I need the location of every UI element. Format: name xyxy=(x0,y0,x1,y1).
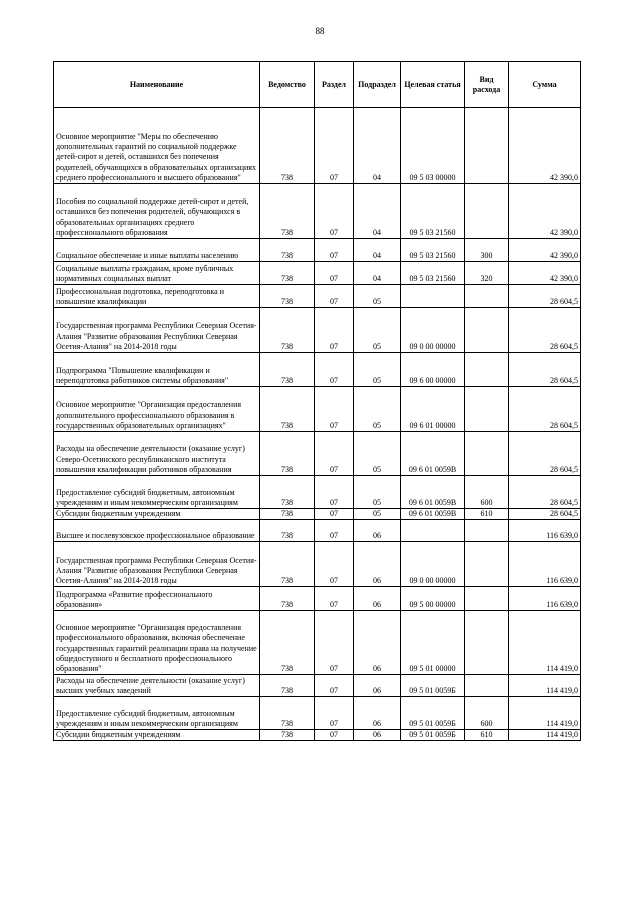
cell-amount: 42 390,0 xyxy=(509,184,581,239)
cell-amount: 116 639,0 xyxy=(509,520,581,542)
cell-section: 07 xyxy=(315,697,354,730)
cell-dept: 738 xyxy=(260,611,315,675)
cell-name: Высшее и послевузовское профессиональное образование xyxy=(54,520,260,542)
cell-expense-type xyxy=(465,675,509,697)
cell-subsection: 04 xyxy=(354,108,401,184)
cell-amount: 28 604,5 xyxy=(509,353,581,387)
cell-amount: 116 639,0 xyxy=(509,542,581,587)
cell-expense-type: 610 xyxy=(465,509,509,520)
table-row xyxy=(54,697,581,730)
cell-section: 07 xyxy=(315,285,354,308)
header-amount: Сумма xyxy=(509,62,581,108)
table-row xyxy=(54,108,581,184)
cell-target: 09 5 01 0059Б xyxy=(401,697,465,730)
cell-section: 07 xyxy=(315,542,354,587)
table-row xyxy=(54,675,581,697)
cell-dept: 738 xyxy=(260,262,315,285)
cell-target xyxy=(401,520,465,542)
cell-section: 07 xyxy=(315,476,354,509)
budget-table xyxy=(53,61,581,741)
cell-name: Подпрограмма «Развитие профессионального образования» xyxy=(54,587,260,611)
cell-name: Социальное обеспечение и иные выплаты населению xyxy=(54,239,260,262)
cell-amount: 42 390,0 xyxy=(509,239,581,262)
cell-amount: 28 604,5 xyxy=(509,285,581,308)
cell-name: Субсидии бюджетным учреждениям xyxy=(54,509,260,520)
cell-target xyxy=(401,285,465,308)
cell-name: Пособия по социальной поддержке детей-сирот и детей, оставшихся без попечения родителей, обучающихся в образовательных организациях среднего профессионального образования xyxy=(54,184,260,239)
cell-expense-type: 600 xyxy=(465,476,509,509)
cell-name: Государственная программа Республики Северная Осетия-Алания "Развитие образования Республики Северная Осетия-Алания" на 2014-2018 годы xyxy=(54,542,260,587)
cell-target: 09 6 00 00000 xyxy=(401,353,465,387)
cell-name: Предоставление субсидий бюджетным, автономным учреждениям и иным некоммерческим организациям xyxy=(54,476,260,509)
cell-dept: 738 xyxy=(260,697,315,730)
table-row xyxy=(54,308,581,353)
cell-expense-type xyxy=(465,611,509,675)
cell-subsection: 04 xyxy=(354,239,401,262)
cell-section: 07 xyxy=(315,262,354,285)
cell-amount: 114 419,0 xyxy=(509,697,581,730)
cell-subsection: 05 xyxy=(354,509,401,520)
table-row xyxy=(54,520,581,542)
cell-section: 07 xyxy=(315,675,354,697)
table-row xyxy=(54,184,581,239)
header-section: Раздел xyxy=(315,62,354,108)
cell-dept: 738 xyxy=(260,308,315,353)
cell-expense-type xyxy=(465,587,509,611)
cell-dept: 738 xyxy=(260,353,315,387)
cell-target: 09 5 03 21560 xyxy=(401,184,465,239)
table-row xyxy=(54,542,581,587)
cell-dept: 738 xyxy=(260,509,315,520)
cell-section: 07 xyxy=(315,509,354,520)
table-row xyxy=(54,239,581,262)
cell-dept: 738 xyxy=(260,387,315,432)
table-row xyxy=(54,387,581,432)
cell-section: 07 xyxy=(315,239,354,262)
table-row xyxy=(54,432,581,476)
table-row xyxy=(54,587,581,611)
cell-target: 09 0 00 00000 xyxy=(401,542,465,587)
cell-subsection: 05 xyxy=(354,308,401,353)
cell-expense-type: 320 xyxy=(465,262,509,285)
cell-subsection: 04 xyxy=(354,262,401,285)
cell-subsection: 06 xyxy=(354,611,401,675)
cell-subsection: 06 xyxy=(354,520,401,542)
cell-section: 07 xyxy=(315,432,354,476)
cell-amount: 28 604,5 xyxy=(509,509,581,520)
cell-subsection: 06 xyxy=(354,730,401,741)
cell-section: 07 xyxy=(315,730,354,741)
header-dept: Ведомство xyxy=(260,62,315,108)
table-row xyxy=(54,730,581,741)
table-row xyxy=(54,353,581,387)
cell-expense-type: 300 xyxy=(465,239,509,262)
cell-target: 09 5 03 21560 xyxy=(401,262,465,285)
cell-target: 09 5 01 0059Б xyxy=(401,730,465,741)
cell-expense-type xyxy=(465,542,509,587)
cell-target: 09 5 00 00000 xyxy=(401,587,465,611)
cell-target: 09 6 01 00000 xyxy=(401,387,465,432)
cell-section: 07 xyxy=(315,353,354,387)
cell-name: Расходы на обеспечение деятельности (оказание услуг) высших учебных заведений xyxy=(54,675,260,697)
cell-subsection: 05 xyxy=(354,432,401,476)
cell-name: Государственная программа Республики Северная Осетия-Алания "Развитие образования Республики Северная Осетия-Алания" на 2014-2018 годы xyxy=(54,308,260,353)
table-row xyxy=(54,509,581,520)
cell-name: Расходы на обеспечение деятельности (оказание услуг) Северо-Осетинского республиканского института повышения квалификации работников образования xyxy=(54,432,260,476)
cell-target: 09 0 00 00000 xyxy=(401,308,465,353)
cell-amount: 42 390,0 xyxy=(509,262,581,285)
cell-target: 09 6 01 0059В xyxy=(401,432,465,476)
cell-name: Основное мероприятие "Организация предоставления дополнительного профессионального образования в государственных образовательных организациях" xyxy=(54,387,260,432)
cell-dept: 738 xyxy=(260,432,315,476)
cell-target: 09 6 01 0059В xyxy=(401,509,465,520)
cell-subsection: 05 xyxy=(354,285,401,308)
cell-dept: 738 xyxy=(260,587,315,611)
table-row xyxy=(54,476,581,509)
cell-section: 07 xyxy=(315,308,354,353)
page-number: 88 xyxy=(315,26,325,36)
cell-subsection: 06 xyxy=(354,542,401,587)
cell-dept: 738 xyxy=(260,184,315,239)
cell-subsection: 06 xyxy=(354,587,401,611)
header-subsection: Подраздел xyxy=(354,62,401,108)
cell-target: 09 5 01 00000 xyxy=(401,611,465,675)
cell-expense-type xyxy=(465,285,509,308)
table-row xyxy=(54,611,581,675)
cell-section: 07 xyxy=(315,387,354,432)
cell-section: 07 xyxy=(315,108,354,184)
cell-expense-type: 610 xyxy=(465,730,509,741)
cell-subsection: 05 xyxy=(354,353,401,387)
cell-expense-type xyxy=(465,108,509,184)
cell-section: 07 xyxy=(315,520,354,542)
cell-amount: 42 390,0 xyxy=(509,108,581,184)
cell-dept: 738 xyxy=(260,239,315,262)
cell-target: 09 5 03 00000 xyxy=(401,108,465,184)
header-target: Целевая статья xyxy=(401,62,465,108)
cell-expense-type xyxy=(465,432,509,476)
table-body xyxy=(54,108,581,741)
cell-subsection: 05 xyxy=(354,387,401,432)
cell-subsection: 06 xyxy=(354,675,401,697)
header-name: Наименование xyxy=(54,62,260,108)
cell-target: 09 6 01 0059В xyxy=(401,476,465,509)
cell-expense-type xyxy=(465,353,509,387)
cell-expense-type: 600 xyxy=(465,697,509,730)
cell-amount: 116 639,0 xyxy=(509,587,581,611)
cell-dept: 738 xyxy=(260,675,315,697)
cell-name: Подпрограмма "Повышение квалификации и переподготовка работников системы образования" xyxy=(54,353,260,387)
cell-section: 07 xyxy=(315,184,354,239)
cell-dept: 738 xyxy=(260,542,315,587)
cell-dept: 738 xyxy=(260,730,315,741)
cell-name: Социальные выплаты гражданам, кроме публичных нормативных социальных выплат xyxy=(54,262,260,285)
cell-amount: 28 604,5 xyxy=(509,308,581,353)
cell-dept: 738 xyxy=(260,285,315,308)
cell-amount: 114 419,0 xyxy=(509,675,581,697)
cell-amount: 114 419,0 xyxy=(509,730,581,741)
cell-amount: 114 419,0 xyxy=(509,611,581,675)
cell-name: Основное мероприятие "Организация предоставления профессионального образования, включая обеспечение государственных гарантий реализации права на получение общедоступного и бесплатного профессионального образования" xyxy=(54,611,260,675)
cell-target: 09 5 03 21560 xyxy=(401,239,465,262)
cell-expense-type xyxy=(465,184,509,239)
cell-subsection: 06 xyxy=(354,697,401,730)
cell-amount: 28 604,5 xyxy=(509,432,581,476)
cell-subsection: 05 xyxy=(354,476,401,509)
cell-dept: 738 xyxy=(260,108,315,184)
cell-section: 07 xyxy=(315,587,354,611)
cell-name: Субсидии бюджетным учреждениям xyxy=(54,730,260,741)
cell-name: Предоставление субсидий бюджетным, автономным учреждениям и иным некоммерческим организациям xyxy=(54,697,260,730)
cell-amount: 28 604,5 xyxy=(509,476,581,509)
cell-target: 09 5 01 0059Б xyxy=(401,675,465,697)
table-row xyxy=(54,285,581,308)
cell-expense-type xyxy=(465,387,509,432)
cell-subsection: 04 xyxy=(354,184,401,239)
cell-dept: 738 xyxy=(260,520,315,542)
header-row xyxy=(54,62,581,108)
cell-expense-type xyxy=(465,520,509,542)
cell-name: Профессиональная подготовка, переподготовка и повышение квалификации xyxy=(54,285,260,308)
cell-name: Основное мероприятие "Меры по обеспечению дополнительных гарантий по социальной поддержке детей-сирот и детей, оставшихся без попечения родителей, обучающихся в образовательных организациях среднего профессионального и высшего образования" xyxy=(54,108,260,184)
table-row xyxy=(54,262,581,285)
cell-dept: 738 xyxy=(260,476,315,509)
cell-section: 07 xyxy=(315,611,354,675)
cell-amount: 28 604,5 xyxy=(509,387,581,432)
cell-expense-type xyxy=(465,308,509,353)
header-expense-type: Вид расхода xyxy=(465,62,509,108)
